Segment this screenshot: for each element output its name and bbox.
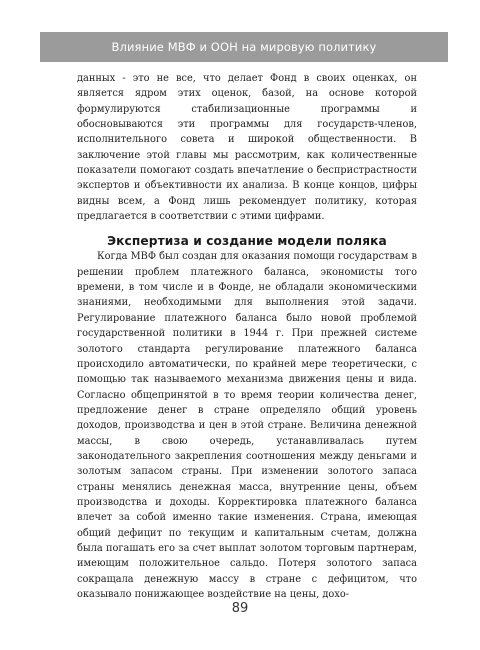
running-header-bar bbox=[40, 32, 448, 62]
page-number: 89 bbox=[231, 601, 249, 616]
paragraph-continued: данных - это не все, что делает Фонд в своих оценках, он является ядром этих оценок, базой, на основе которой формулируются стабилизационные программы и обосновываются эти программы для государств-членов, исполнительного совета и широкой общественности. В заключение этой главы мы рассмотрим, как количественные показатели помогают создать впечатление о беспристрастности экспертов и объективности их анализа. В конце концов, цифры видны всем, а Фонд лишь рекомендует политику, которая предлагается в соответствии с этими цифрами. bbox=[77, 73, 417, 223]
section-heading: Экспертиза и создание модели поляка bbox=[107, 234, 387, 249]
paragraph-section-intro: Когда МВФ был создан для оказания помощи государствам в решении проблем платежного баланса, экономисты того времени, в том числе и в Фонде, не обладали экономическими знаниями, необходимыми для выполнения этой задачи. Регулирование платежного баланса было новой проблемой государственной политики в 1944 г. При прежней системе золотого стандарта регулирование платежного баланса происходило автоматически, по крайней мере теоретически, с помощью так называемого механизма движения цены и вида. Согласно общепринятой в то время теории количества денег, предложение денег в стране определяло общий уровень доходов, производства и цен в этой стране. Величина денежной массы, в свою очередь, устанавливалась путем законодательного закрепления соотношения между деньгами и золотым запасом страны. При изменении золотого запаса страны менялись денежная масса, внутренние цены, объем производства и доходы. Корректировка платежного баланса влечет за собой именно такие изменения. Страна, имеющая общий дефицит по текущим и капитальным счетам, должна была погашать его за счет выплат золотом торговым партнерам, имеющим положительное сальдо. Потеря золотого запаса сокращала денежную массу в стране с дефицитом, что оказывало понижающее воздействие на цены, дохо- bbox=[77, 251, 417, 600]
page-body bbox=[77, 71, 417, 602]
running-header-title: Влияние МВФ и ООН на мировую политику bbox=[111, 40, 377, 54]
